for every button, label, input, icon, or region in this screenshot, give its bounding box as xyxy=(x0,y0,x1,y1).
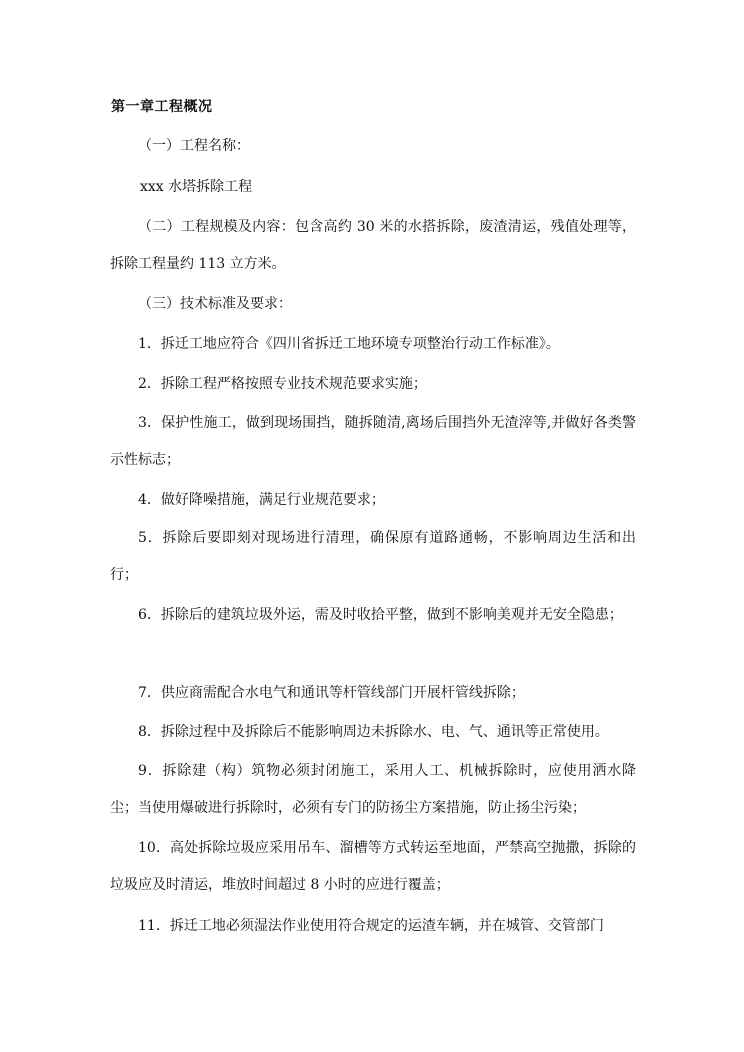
paragraph-item-8: 8．拆除过程中及拆除后不能影响周边未拆除水、电、气、通讯等正常使用。 xyxy=(138,724,609,740)
paragraph-item-5: 5．拆除后要即刻对现场进行清理，确保原有道路通畅，不影响周边生活和出行； xyxy=(110,530,636,583)
paragraph-item-2: 2．拆除工程严格按照专业技术规范要求实施； xyxy=(138,376,427,392)
paragraph-tech-standards-heading: （三）技术标准及要求： xyxy=(138,296,292,312)
paragraph-project-name: xxx 水塔拆除工程 xyxy=(140,179,253,195)
paragraph-item-6: 6．拆除后的建筑垃圾外运，需及时收拾平整，做到不影响美观并无安全隐患； xyxy=(138,607,623,623)
paragraph-item-4: 4．做好降噪措施，满足行业规范要求； xyxy=(138,492,385,508)
paragraph-item-1: 1．拆迁工地应符合《四川省拆迁工地环境专项整治行动工作标准》。 xyxy=(138,336,560,352)
chapter-title: 第一章工程概况 xyxy=(111,99,213,115)
paragraph-item-10: 10．高处拆除垃圾应采用吊车、溜槽等方式转运至地面，严禁高空抛撒，拆除的垃圾应及时清运，堆放时间超过 8 小时的应进行覆盖； xyxy=(110,840,636,893)
paragraph-project-scope: （二）工程规模及内容：包含高约 30 米的水搭拆除，废渣清运，残值处理等，拆除工程量约 113 立方米。 xyxy=(110,219,636,272)
paragraph-project-name-heading: （一）工程名称： xyxy=(138,138,250,154)
paragraph-item-3: 3．保护性施工，做到现场围挡，随拆随清,离场后围挡外无渣滓等,并做好各类警示性标志； xyxy=(110,415,636,468)
paragraph-item-11: 11．拆迁工地必须湿法作业使用符合规定的运渣车辆，并在城管、交管部门 xyxy=(138,918,604,934)
paragraph-item-9: 9．拆除建（构）筑物必须封闭施工，采用人工、机械拆除时，应使用洒水降尘；当使用爆破进行拆除时，必须有专门的防扬尘方案措施，防止扬尘污染； xyxy=(110,763,636,816)
paragraph-item-7: 7．供应商需配合水电气和通讯等杆管线部门开展杆管线拆除； xyxy=(138,685,525,701)
